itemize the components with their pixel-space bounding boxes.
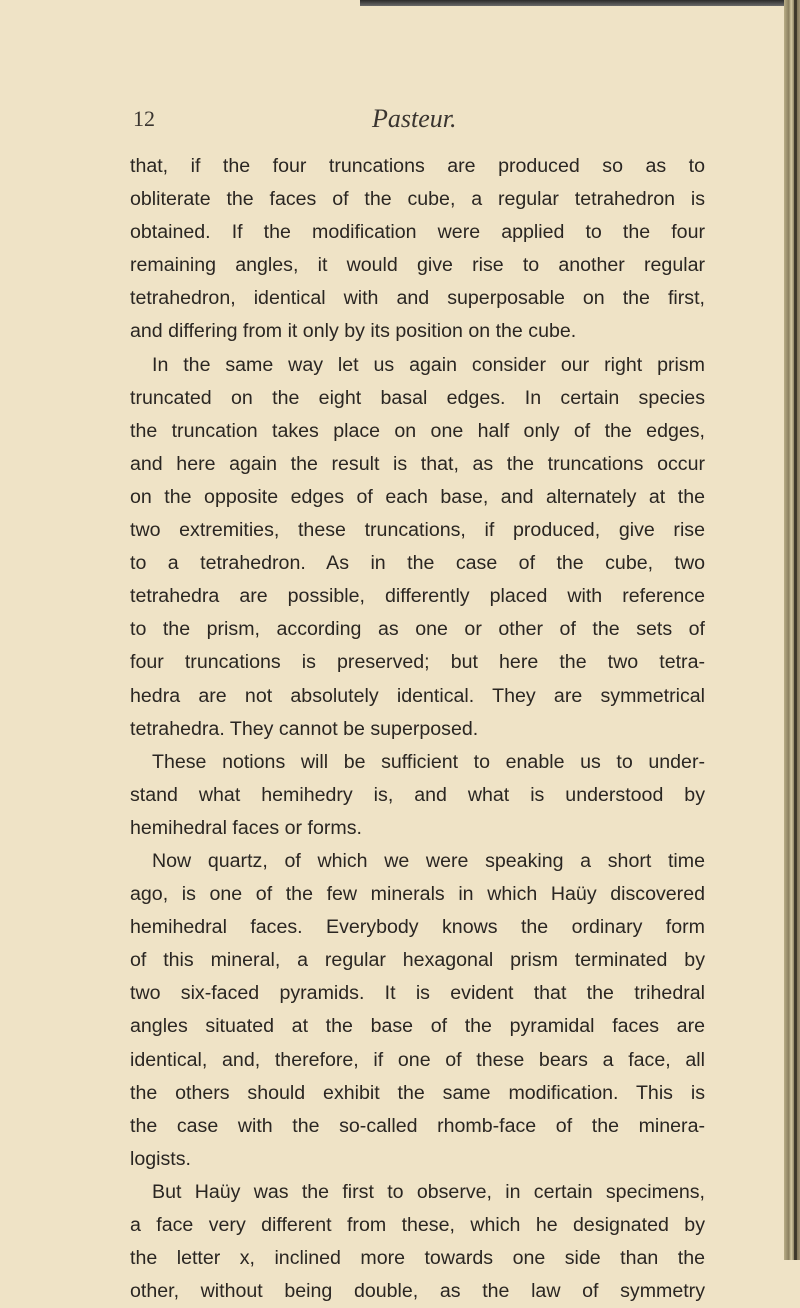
- text-line: hedra are not absolutely identical. They are symmetrical: [130, 684, 705, 707]
- text-line: on the opposite edges of each base, and alternately at the: [130, 485, 705, 508]
- text-line: four truncations is preserved; but here the two tetra-: [130, 651, 705, 674]
- top-edge-rule: [360, 0, 800, 6]
- text-line: But Haüy was the first to observe, in certain specimens,: [152, 1180, 705, 1203]
- text-line: two extremities, these truncations, if produced, give rise: [130, 519, 705, 542]
- page-number: 12: [133, 106, 155, 131]
- text-line: logists.: [130, 1147, 191, 1170]
- text-line: ago, is one of the few minerals in which Haüy discovered: [130, 883, 705, 906]
- running-title: Pasteur.: [372, 104, 457, 133]
- text-line: the others should exhibit the same modification. This is: [130, 1081, 705, 1104]
- text-line: tetrahedra are possible, differently placed with reference: [130, 585, 705, 608]
- text-line: hemihedral faces. Everybody knows the ordinary form: [130, 916, 705, 939]
- text-line: the letter x, inclined more towards one side than the: [130, 1247, 705, 1270]
- text-line: These notions will be sufficient to enable us to under-: [152, 750, 705, 773]
- text-line: of this mineral, a regular hexagonal prism terminated by: [130, 949, 705, 972]
- running-head: [0, 104, 800, 144]
- text-line: the truncation takes place on one half only of the edges,: [130, 419, 705, 442]
- text-line: the case with the so-called rhomb-face of the minera-: [130, 1114, 705, 1137]
- text-line: truncated on the eight basal edges. In certain species: [130, 386, 705, 409]
- text-line: obliterate the faces of the cube, a regular tetrahedron is: [130, 188, 705, 211]
- text-line: two six-faced pyramids. It is evident that the trihedral: [130, 982, 705, 1005]
- text-line: tetrahedra. They cannot be superposed.: [130, 717, 479, 740]
- text-line: and here again the result is that, as the truncations occur: [130, 452, 705, 475]
- text-line: stand what hemihedry is, and what is understood by: [130, 783, 705, 806]
- text-line: In the same way let us again consider our right prism: [152, 353, 705, 376]
- text-line: other, without being double, as the law of symmetry: [130, 1280, 705, 1303]
- text-line: identical, and, therefore, if one of these bears a face, all: [130, 1048, 705, 1071]
- text-line: remaining angles, it would give rise to another regular: [130, 254, 705, 277]
- page-edge-binding: [784, 0, 800, 1260]
- text-line: a face very different from these, which he designated by: [130, 1214, 705, 1236]
- text-line: hemihedral faces or forms.: [130, 816, 362, 839]
- body-text: [130, 150, 705, 1308]
- text-line: to a tetrahedron. As in the case of the cube, two: [130, 552, 705, 575]
- text-line: obtained. If the modification were applied to the four: [130, 221, 705, 244]
- text-line: angles situated at the base of the pyramidal faces are: [130, 1015, 705, 1038]
- text-line: Now quartz, of which we were speaking a short time: [152, 849, 705, 872]
- text-line: that, if the four truncations are produced so as to: [130, 155, 705, 177]
- text-line: and differing from it only by its position on the cube.: [130, 320, 577, 343]
- text-line: tetrahedron, identical with and superposable on the first,: [130, 287, 705, 310]
- page-edge-shadow: [794, 0, 797, 1260]
- text-line: to the prism, according as one or other of the sets of: [130, 618, 705, 641]
